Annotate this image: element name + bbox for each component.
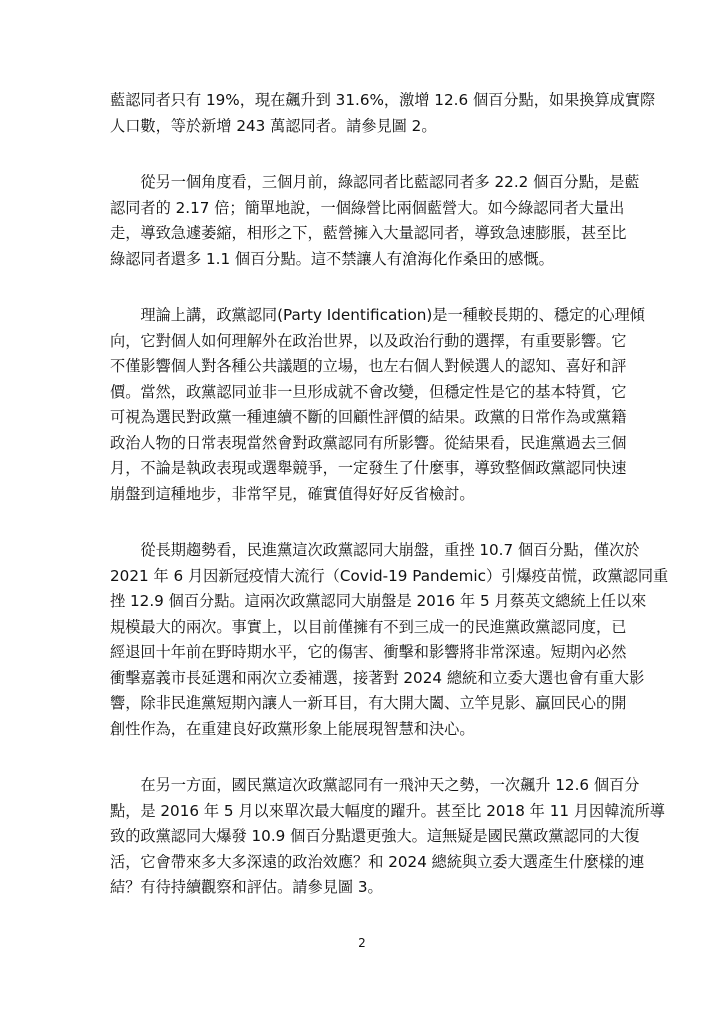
paragraph-4 [110,538,669,742]
text-line: 響，除非民進黨短期內讓人一新耳目，有大開大闔、立竿見影、贏回民心的開 [110,694,627,712]
text-line: 在另一方面，國民黨這次政黨認同有一飛沖天之勢，一次飆升 12.6 個百分 [110,776,640,794]
text-line: 活，它會帶來多大多深遠的政治效應？和 2024 總統與立委大選產生什麼樣的連 [110,852,645,871]
text-line: 致的政黨認同大爆發 10.9 個百分點還更強大。這無疑是國民黨政黨認同的大復 [110,827,640,845]
text-line: 月，不論是執政表現或選舉競爭，一定發生了什麼事，導致整個政黨認同快速 [110,459,627,477]
text-line: 政治人物的日常表現當然會對政黨認同有所影響。從結果看，民進黨過去三個 [110,433,627,452]
text-line: 向，它對個人如何理解外在政治世界，以及政治行動的選擇，有重要影響。它 [110,331,627,350]
text-line: 經退回十年前在野時期水平，它的傷害、衝擊和影響將非常深遠。短期內必然 [110,643,627,661]
text-line: 認同者的 2.17 倍；簡單地說，一個綠營比兩個藍營大。如今綠認同者大量出 [110,198,625,217]
text-line: 規模最大的兩次。事實上，以目前僅擁有不到三成一的民進黨政黨認同度，已 [110,617,627,636]
text-line: 不僅影響個人對各種公共議題的立場，也左右個人對候選人的認知、喜好和評 [110,357,627,375]
text-line: 2021 年 6 月因新冠疫情大流行（Covid-19 Pandemic）引爆疫苗慌，政黨認同重 [110,566,669,585]
text-line: 衝擊嘉義市長延選和兩次立委補選，接著對 2024 總統和立委大選也會有重大影 [110,668,645,687]
paragraph-2 [110,170,640,272]
text-line: 可視為選民對政黨一種連續不斷的回顧性評價的結果。政黨的日常作為或黨籍 [110,408,627,426]
body-text [110,88,669,932]
paragraph-5 [110,773,665,901]
text-line: 理論上講，政黨認同(Party Identification)是一種較長期的、穩定的心理傾 [110,306,645,324]
paragraph-3 [110,303,645,507]
text-line: 點，是 2016 年 5 月以來單次最大幅度的躍升。甚至比 2018 年 11 月因韓流所導 [110,801,665,820]
text-line: 從另一個角度看，三個月前，綠認同者比藍認同者多 22.2 個百分點，是藍 [110,173,640,191]
text-line: 結？有待持續觀察和評估。請參見圖 3。 [110,878,383,896]
text-line: 綠認同者還多 1.1 個百分點。這不禁讓人有滄海化作桑田的感慨。 [110,249,554,268]
text-line: 價。當然，政黨認同並非一旦形成就不會改變，但穩定性是它的基本特質，它 [110,382,627,401]
text-line: 走，導致急遽萎縮，相形之下，藍營擁入大量認同者，導致急速膨脹，甚至比 [110,224,627,242]
text-line: 從長期趨勢看，民進黨這次政黨認同大崩盤，重挫 10.7 個百分點，僅次於 [110,541,640,559]
text-line: 崩盤到這種地步，非常罕見，確實值得好好反省檢討。 [110,484,475,503]
text-line: 藍認同者只有 19%，現在飆升到 31.6%，激增 12.6 個百分點，如果換算成實際 [110,91,656,109]
paragraph-1 [110,88,656,139]
text-line: 人口數，等於新增 243 萬認同者。請參見圖 2。 [110,116,437,135]
text-line: 創性作為，在重建良好政黨形象上能展現智慧和決心。 [110,719,475,738]
text-line: 挫 12.9 個百分點。這兩次政黨認同大崩盤是 2016 年 5 月蔡英文總統上任以來 [110,592,647,610]
page-number: 2 [358,936,366,950]
